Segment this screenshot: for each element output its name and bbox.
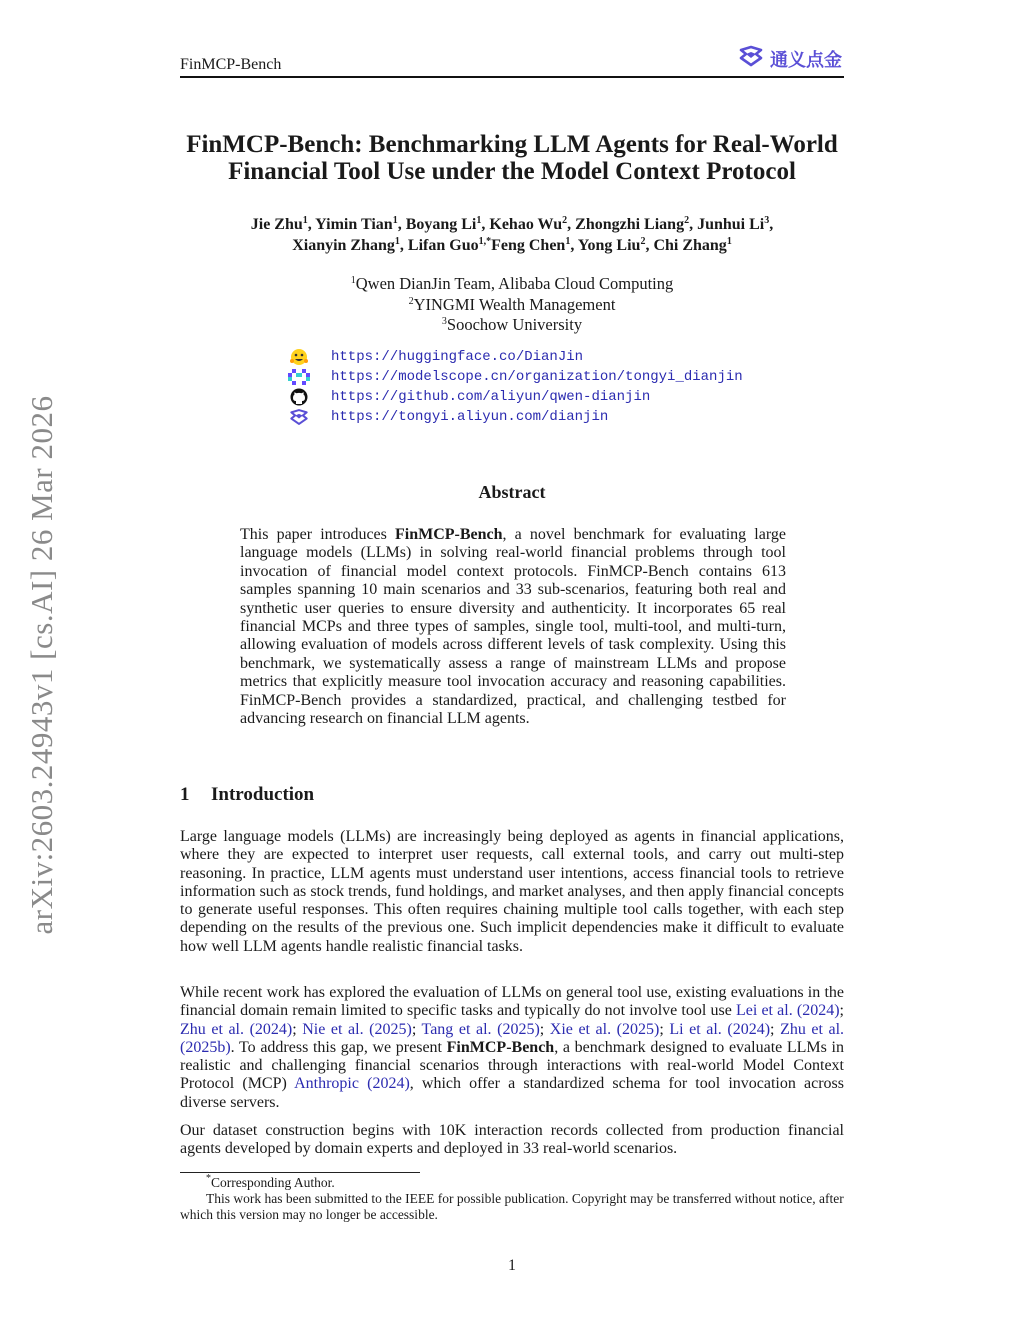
author-name: Yong Liu <box>577 237 641 254</box>
affiliation-list <box>160 274 864 336</box>
author-line-1 <box>160 214 864 235</box>
citation-year: 2024 <box>732 1020 765 1038</box>
author-name: Yimin Tian <box>315 216 393 233</box>
modelscope-link[interactable]: https://modelscope.cn/organization/tongyi_dianjin <box>331 369 743 385</box>
affiliation-name: Soochow University <box>446 315 583 334</box>
citation-year: 2025 <box>374 1020 407 1038</box>
author-name: Boyang Li <box>405 216 477 233</box>
author-affiliation: 2 <box>684 215 690 226</box>
author-affiliation: 1 <box>726 236 732 247</box>
citation-author: Li et al. <box>669 1020 722 1038</box>
author-separator: , <box>689 216 698 233</box>
huggingface-link[interactable]: https://huggingface.co/DianJin <box>331 349 584 365</box>
author-affiliation: 1 <box>565 236 571 247</box>
author-affiliation: 1 <box>476 215 482 226</box>
author-affiliation: 1,* <box>478 236 492 247</box>
link-row-huggingface <box>287 347 743 367</box>
title-line-2: Financial Tool Use under the Model Context Protocol <box>228 158 796 185</box>
title-line-1: FinMCP-Bench: Benchmarking LLM Agents for Real-World <box>186 131 838 158</box>
huggingface-icon <box>287 348 311 366</box>
citation-year: 2024 <box>254 1020 287 1038</box>
citation-link[interactable]: Xie et al. (2025) <box>549 1020 660 1038</box>
header-rule <box>180 76 844 78</box>
author-affiliation: 1 <box>392 215 398 226</box>
link-row-modelscope <box>287 367 743 387</box>
footnote-text: Corresponding Author. <box>211 1175 335 1190</box>
intro-paragraph-3: Our dataset construction begins with 10K interaction records collected from production financial agents developed by domain experts and deployed in 33 real-world scenarios. <box>180 1122 844 1158</box>
abstract-body <box>240 526 786 728</box>
author-affiliation: 1 <box>394 236 400 247</box>
brand-logo <box>738 45 842 72</box>
citation-year: 2025 <box>502 1020 535 1038</box>
benchmark-name: FinMCP-Bench <box>395 526 503 543</box>
author-separator: , <box>645 237 654 254</box>
citation-author: Lei et al. <box>735 1002 793 1020</box>
author-line-2 <box>160 235 864 256</box>
citation-author: Nie et al. <box>302 1020 364 1038</box>
author-name: Xianyin Zhang <box>292 237 395 254</box>
arxiv-stamp-text: arXiv:2603.24943v1 [cs.AI] 26 Mar 2026 <box>24 395 59 935</box>
citation-link[interactable]: Zhu et al. (2024) <box>180 1020 293 1038</box>
author-separator: , <box>399 237 408 254</box>
citation-separator: ; <box>411 1020 422 1038</box>
footnote-copyright: This work has been submitted to the IEEE for possible publication. Copyright may be transferred without notice, after which this version may no longer be accessible. <box>180 1191 844 1222</box>
citation-link[interactable]: Lei et al. (2024) <box>735 1002 840 1020</box>
citation-link[interactable]: Nie et al. (2025) <box>302 1020 412 1038</box>
tongyi-link[interactable]: https://tongyi.aliyun.com/dianjin <box>331 409 609 425</box>
tongyi-icon <box>287 408 311 426</box>
intro-paragraph-2 <box>180 984 844 1112</box>
citation-separator: ; <box>292 1020 303 1038</box>
citation-link[interactable]: Tang et al. (2025) <box>421 1020 540 1038</box>
author-separator: , <box>570 237 578 254</box>
modelscope-icon <box>287 368 311 386</box>
citation-link[interactable]: Anthropic (2024) <box>294 1075 410 1093</box>
author-list <box>160 214 864 256</box>
link-row-github <box>287 387 743 407</box>
github-link[interactable]: https://github.com/aliyun/qwen-dianjin <box>331 389 651 405</box>
paragraph-text: , which offer a standardized schema for tool invocation across diverse servers. <box>180 1075 845 1111</box>
github-icon <box>287 388 311 406</box>
affiliation-number: 2 <box>408 295 414 307</box>
author-separator: Feng <box>491 237 525 254</box>
citation-separator: ; <box>659 1020 670 1038</box>
citation-year: 2024 <box>372 1075 405 1093</box>
author-name: Lifan Guo <box>407 237 479 254</box>
abstract-text: , a novel benchmark for evaluating large language models (LLMs) in solving real-world financial problems through tool invocation of financial model context protocols. FinMCP-Bench contains 613 samples spanning 10 main scenarios and 33 sub-scenarios, featuring both real and synthetic user queries to ensure diversity and authenticity. It incorporates 65 real financial MCPs and three types of samples, single tool, multi-tool, and multi-turn, allowing evaluation of models across different levels of task complexity. Using this benchmark, we systematically assess a range of mainstream LLMs and propose metrics that explicitly measure tool invocation accuracy and reasoning capabilities. FinMCP-Bench provides a standardized, practical, and challenging testbed for advancing research on financial LLM agents. <box>240 526 786 728</box>
citation-link[interactable]: Li et al. (2024) <box>669 1020 771 1038</box>
footnote-corresponding <box>180 1175 844 1191</box>
citation-author: Xie et al. <box>549 1020 612 1038</box>
section-heading-introduction <box>180 784 314 806</box>
link-row-tongyi <box>287 407 743 427</box>
author-separator: , <box>567 216 576 233</box>
author-separator: , <box>481 216 490 233</box>
intro-paragraph-1: Large language models (LLMs) are increasingly being deployed as agents in financial applications, where they are expected to interpret user requests, call external tools, and carry out multi-step reasoning. In practice, LLM agents must understand user intentions, access financial tools to retrieve information such as stock trends, fund holdings, and market analyses, and then apply financial concepts to generate useful responses. This often requires chaining multiple tool calls together, with each step depending on the results of the previous one. Such implicit dependencies make it difficult to evaluate how well LLM agents handle realistic financial tasks. <box>180 828 844 955</box>
citation-separator: ; <box>839 1002 844 1020</box>
author-name: Zhongzhi Liang <box>575 216 685 233</box>
brand-text: 通义点金 <box>770 49 842 71</box>
citation-year: 2025 <box>622 1020 655 1038</box>
running-head: FinMCP-Bench <box>180 56 282 73</box>
author-separator: , <box>307 216 316 233</box>
author-separator: , <box>397 216 406 233</box>
affiliation <box>160 274 864 295</box>
paragraph-text: , a benchmark designed to evaluate LLMs in realistic and challenging financial scenarios through interactions with real-world Model Context Protocol (MCP) <box>180 1038 844 1093</box>
author-name: Junhui Li <box>697 216 765 233</box>
section-title: Introduction <box>211 784 315 805</box>
resource-links <box>287 347 743 427</box>
citation-separator: ; <box>770 1020 781 1038</box>
benchmark-name: FinMCP-Bench <box>446 1038 555 1056</box>
tongyi-logo-icon <box>738 45 764 72</box>
page-number: 1 <box>508 1257 516 1274</box>
author-affiliation: 3 <box>764 215 770 226</box>
author-affiliation: 2 <box>562 215 568 226</box>
citation-author: Anthropic <box>294 1075 359 1093</box>
affiliation-number: 1 <box>350 275 356 286</box>
author-name: Jie Zhu <box>250 216 303 233</box>
citation-author: Zhu et al. <box>180 1020 244 1038</box>
paragraph-text: While recent work has explored the evaluation of LLMs on general tool use, existing evaluations in the financial domain remain limited to specific tasks and typically do not involve tool use <box>180 984 844 1020</box>
abstract-heading: Abstract <box>478 482 546 502</box>
footnote-rule <box>180 1172 420 1173</box>
affiliation <box>160 315 864 336</box>
footnotes <box>180 1175 844 1223</box>
paper-title <box>160 131 864 185</box>
citation-author: Zhu et al. <box>780 1020 845 1038</box>
author-name: Chen <box>524 237 566 254</box>
author-name: Kehao Wu <box>489 216 563 233</box>
abstract-text: This paper introduces <box>240 526 395 543</box>
affiliation-number: 3 <box>441 316 447 327</box>
citation-author: Tang et al. <box>421 1020 492 1038</box>
section-number: 1 <box>180 784 190 805</box>
author-separator: , <box>769 216 774 233</box>
affiliation-name: Qwen DianJin Team, Alibaba Cloud Computing <box>355 274 674 293</box>
author-affiliation: 1 <box>302 215 308 226</box>
author-affiliation: 2 <box>640 236 646 247</box>
citation-year: 2024 <box>802 1002 835 1020</box>
paragraph-text: . To address this gap, we present <box>230 1038 447 1056</box>
citation-link[interactable]: Zhu et al. (2025b) <box>180 1020 845 1056</box>
affiliation <box>160 295 864 316</box>
author-name: Chi Zhang <box>653 237 727 254</box>
citation-year: 2025b <box>185 1038 226 1056</box>
footnote-mark: * <box>206 1173 211 1184</box>
citation-separator: ; <box>539 1020 550 1038</box>
affiliation-name: YINGMI Wealth Management <box>413 294 616 314</box>
